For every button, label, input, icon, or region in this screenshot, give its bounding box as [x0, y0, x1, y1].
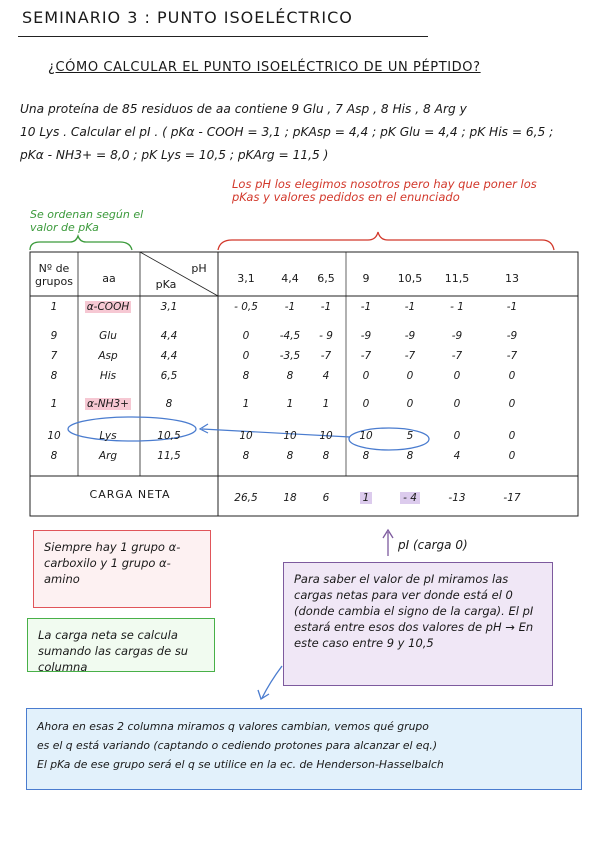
col-header-groups: Nº de grupos: [35, 262, 73, 288]
row-value: 10: [283, 430, 297, 442]
row-value: 1: [286, 398, 294, 410]
net-value-6: [490, 492, 534, 504]
blue-line-1: Ahora en esas 2 columna miramos q valores cambian, vemos qué grupo: [37, 720, 429, 733]
ph-header-4: 10,5: [397, 272, 423, 285]
ph-header-2: 6,5: [317, 272, 335, 285]
row-aa-label: Glu: [99, 330, 117, 342]
col-header-ph: pH: [191, 262, 207, 275]
row-value: 5: [406, 430, 414, 442]
net-value-text: 6: [322, 492, 330, 504]
problem-line-1: Una proteína de 85 residuos de aa contiene 9 Glu , 7 Asp , 8 His , 8 Arg y: [20, 102, 467, 116]
row-value: 0: [508, 450, 516, 462]
row-value: 10: [319, 430, 333, 442]
row-aa: [80, 450, 136, 462]
row-value: - 9: [319, 330, 333, 342]
row-pka: 11,5: [157, 450, 181, 462]
row-aa: [80, 370, 136, 382]
page-title: SEMINARIO 3 : PUNTO ISOELÉCTRICO: [22, 8, 353, 27]
row-aa-label: α-NH3+: [87, 398, 129, 410]
net-value-0: [226, 492, 266, 504]
row-value: 0: [362, 398, 370, 410]
row-groups: 1: [50, 301, 58, 313]
row-pka: 3,1: [160, 301, 178, 313]
ph-header-5: 11,5: [444, 272, 470, 285]
row-value: 0: [508, 370, 516, 382]
row-aa-label: His: [99, 370, 117, 382]
blue-line-3: El pKa de ese grupo será el q se utilice en la ec. de Henderson-Hasselbalch: [37, 758, 444, 771]
row-value: 0: [242, 350, 250, 362]
row-aa: [80, 350, 136, 362]
row-value: 8: [406, 450, 414, 462]
row-pka: 6,5: [160, 370, 178, 382]
row-value: - 0,5: [234, 301, 258, 313]
row-value: 10: [239, 430, 253, 442]
ph-header-1: 4,4: [281, 272, 299, 285]
red-brace: [218, 232, 554, 250]
note-box-red: Siempre hay 1 grupo α-carboxilo y 1 grupo α-amino: [33, 530, 211, 608]
net-value-text: 1: [360, 492, 373, 504]
row-value: 1: [242, 398, 250, 410]
ph-header-0: 3,1: [237, 272, 255, 285]
net-value-1: [272, 492, 308, 504]
row-value: 1: [322, 398, 330, 410]
row-aa: [80, 301, 136, 313]
row-pka: 4,4: [160, 350, 178, 362]
row-pka: 10,5: [157, 430, 181, 442]
row-value: -7: [320, 350, 332, 362]
row-aa-label: Asp: [98, 350, 118, 362]
note-box-green: La carga neta se calcula sumando las cargas de su columna: [27, 618, 215, 672]
row-value: 0: [242, 330, 250, 342]
row-value: 0: [406, 398, 414, 410]
row-value: 10: [359, 430, 373, 442]
red-annotation: Los pH los elegimos nosotros pero hay que poner los pKas y valores pedidos en el enunciado: [232, 177, 537, 204]
green-annotation: Se ordenan según el valor de pKa: [30, 208, 144, 234]
row-value: -9: [506, 330, 518, 342]
row-groups: 8: [50, 450, 58, 462]
col-header-pka: pKa: [155, 278, 177, 291]
row-aa: [80, 398, 136, 410]
row-groups: 8: [50, 370, 58, 382]
row-pka: 8: [165, 398, 173, 410]
row-value: -7: [404, 350, 416, 362]
row-aa-label: α-COOH: [86, 301, 130, 313]
net-value-4: [388, 492, 432, 504]
row-value: -4,5: [279, 330, 301, 342]
row-value: -9: [451, 330, 463, 342]
row-value: -7: [451, 350, 463, 362]
row-value: - 1: [450, 301, 464, 313]
row-pka: 4,4: [160, 330, 178, 342]
green-brace: [30, 236, 132, 250]
ph-header-3: 9: [362, 272, 370, 285]
row-groups: 7: [50, 350, 58, 362]
row-value: -1: [320, 301, 332, 313]
problem-line-3: pKα - NH3+ = 8,0 ; pK Lys = 10,5 ; pKArg = 11,5 ): [20, 148, 329, 162]
row-groups: 9: [50, 330, 58, 342]
row-value: 0: [406, 370, 414, 382]
net-value-3: [348, 492, 384, 504]
ph-header-6: 13: [505, 272, 519, 285]
row-aa: [80, 330, 136, 342]
row-value: 0: [453, 398, 461, 410]
net-value-text: -13: [448, 492, 466, 504]
row-groups: 10: [47, 430, 61, 442]
col-header-aa: aa: [102, 272, 116, 285]
note-box-purple: Para saber el valor de pI miramos las cargas netas para ver donde está el 0 (donde cambia el signo de la carga). El pI estará entre esos dos valores de pH → En este caso entre 9 y 10,5: [283, 562, 553, 686]
row-value: -1: [506, 301, 518, 313]
row-value: -3,5: [279, 350, 301, 362]
row-aa: [80, 430, 136, 442]
row-value: -1: [404, 301, 416, 313]
row-value: -7: [360, 350, 372, 362]
net-value-text: 18: [283, 492, 297, 504]
row-value: 8: [362, 450, 370, 462]
row-aa-label: Arg: [98, 450, 118, 462]
row-value: 8: [242, 370, 250, 382]
row-groups: 1: [50, 398, 58, 410]
net-value-text: - 4: [400, 492, 420, 504]
row-value: 8: [322, 450, 330, 462]
row-value: 0: [453, 370, 461, 382]
row-value: 0: [453, 430, 461, 442]
row-value: 0: [508, 398, 516, 410]
blue-line-2: es el q está variando (captando o cediendo protones para alcanzar el eq.): [37, 739, 438, 752]
row-value: 4: [453, 450, 461, 462]
note-box-blue: [26, 708, 582, 790]
row-value: 8: [242, 450, 250, 462]
row-aa-label: Lys: [99, 430, 117, 442]
row-value: -7: [506, 350, 518, 362]
row-value: -1: [360, 301, 372, 313]
row-value: -9: [360, 330, 372, 342]
row-value: 0: [362, 370, 370, 382]
problem-line-2: 10 Lys . Calcular el pI . ( pKα - COOH = 3,1 ; pKAsp = 4,4 ; pK Glu = 4,4 ; pK His = 6,5 ;: [20, 125, 554, 139]
row-value: 8: [286, 450, 294, 462]
row-value: 0: [508, 430, 516, 442]
net-value-5: [432, 492, 482, 504]
net-charge-label: CARGA NETA: [89, 488, 171, 501]
row-value: -9: [404, 330, 416, 342]
pi-label: pI (carga 0): [398, 538, 468, 552]
row-value: 8: [286, 370, 294, 382]
net-value-2: [308, 492, 344, 504]
row-value: -1: [284, 301, 296, 313]
net-value-text: 26,5: [234, 492, 258, 504]
row-value: 4: [322, 370, 330, 382]
net-value-text: -17: [503, 492, 521, 504]
page-subtitle: ¿CÓMO CALCULAR EL PUNTO ISOELÉCTRICO DE UN PÉPTIDO?: [48, 60, 481, 75]
